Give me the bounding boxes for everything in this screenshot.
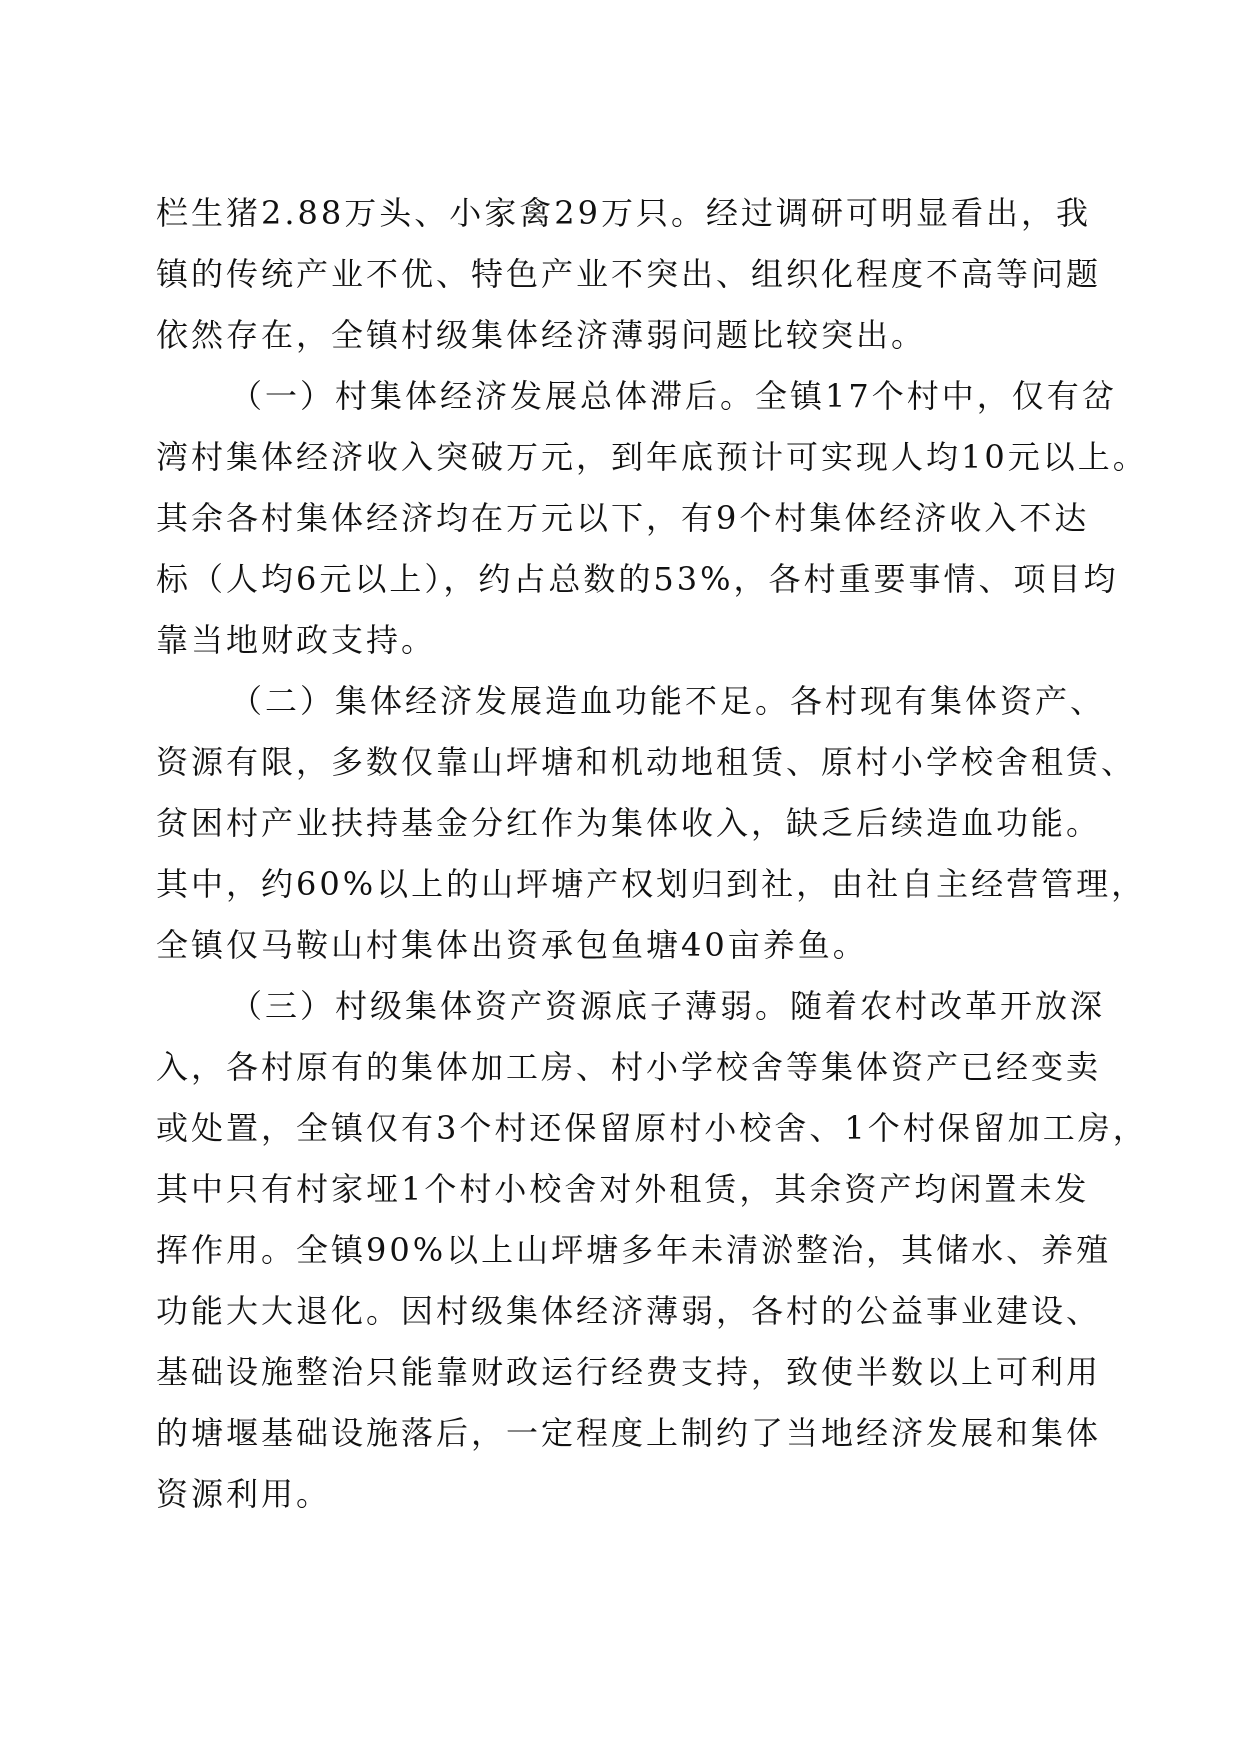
text-line: 湾村集体经济收入突破万元，到年底预计可实现人均10元以上。 — [156, 438, 1148, 476]
text-line: 贫困村产业扶持基金分红作为集体收入，缺乏后续造血功能。 — [156, 804, 1102, 842]
text-line: 全镇仅马鞍山村集体出资承包鱼塘40亩养鱼。 — [156, 926, 868, 964]
text-line: 入，各村原有的集体加工房、村小学校舍等集体资产已经变卖 — [156, 1048, 1102, 1086]
text-line: 其中，约60%以上的山坪塘产权划归到社，由社自主经营管理， — [156, 865, 1147, 903]
text-line: 标（人均6元以上），约占总数的53%，各村重要事情、项目均 — [156, 560, 1119, 598]
text-line: 的塘堰基础设施落后，一定程度上制约了当地经济发展和集体 — [156, 1414, 1102, 1452]
text-line: 栏生猪2.88万头、小家禽29万只。经过调研可明显看出，我 — [156, 194, 1091, 232]
text-line: 或处置，全镇仅有3个村还保留原村小校舍、1个村保留加工房， — [156, 1109, 1148, 1147]
text-line: 资源有限，多数仅靠山坪塘和机动地租赁、原村小学校舍租赁、 — [156, 743, 1137, 781]
text-line: 其余各村集体经济均在万元以下，有9个村集体经济收入不达 — [156, 499, 1090, 537]
text-line: 功能大大退化。因村级集体经济薄弱，各村的公益事业建设、 — [156, 1292, 1102, 1330]
body-text — [156, 183, 1148, 1525]
section-heading-line: （一）村集体经济发展总体滞后。全镇17个村中，仅有岔 — [230, 377, 1117, 415]
section-heading-line: （二）集体经济发展造血功能不足。各村现有集体资产、 — [230, 682, 1106, 720]
text-line: 资源利用。 — [156, 1475, 332, 1513]
text-line: 挥作用。全镇90%以上山坪塘多年未清淤整治，其储水、养殖 — [156, 1231, 1112, 1269]
text-line: 基础设施整治只能靠财政运行经费支持，致使半数以上可利用 — [156, 1353, 1102, 1391]
section-heading-line: （三）村级集体资产资源底子薄弱。随着农村改革开放深 — [230, 987, 1106, 1025]
text-line: 靠当地财政支持。 — [156, 621, 437, 659]
text-line: 其中只有村家垭1个村小校舍对外租赁，其余资产均闲置未发 — [156, 1170, 1090, 1208]
text-line: 镇的传统产业不优、特色产业不突出、组织化程度不高等问题 — [156, 255, 1102, 293]
text-line: 依然存在，全镇村级集体经济薄弱问题比较突出。 — [156, 316, 927, 354]
